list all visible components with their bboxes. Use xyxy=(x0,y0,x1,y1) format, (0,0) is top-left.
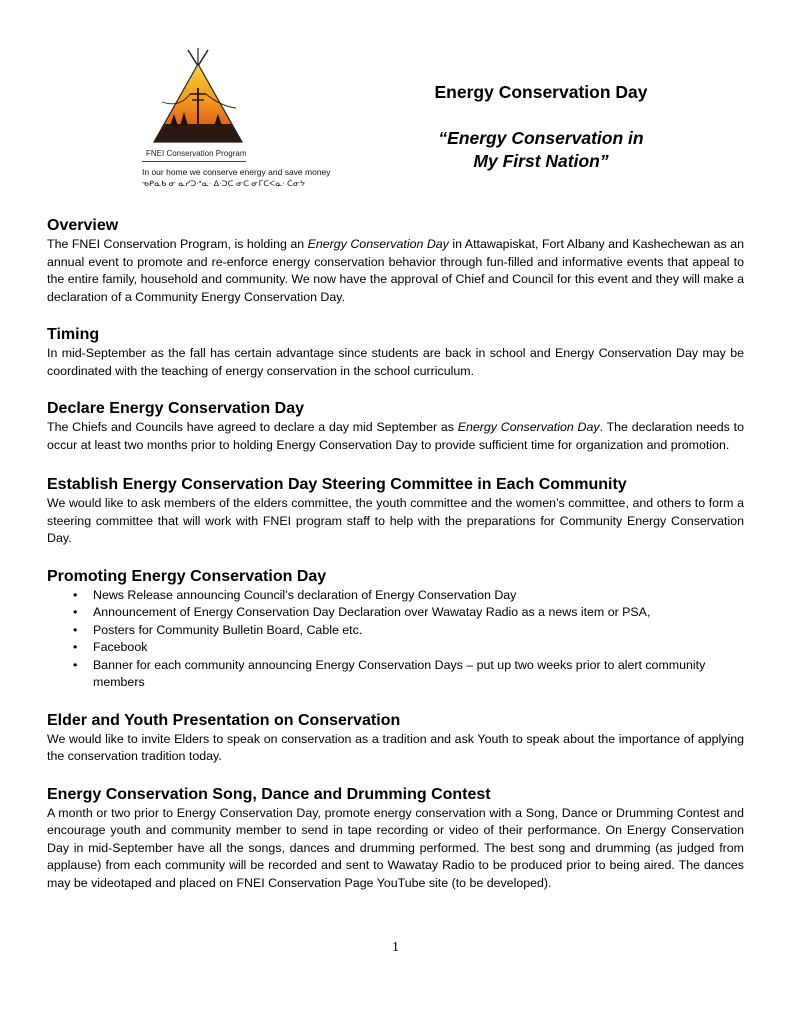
syllabics-slogan: ᓀᑭᓇᑲ ᓂ ᓇᓯᑐᐧᐤᓇᐧ ᐃᐧᑐᑕ ᓂᑕ ᓂᒥᑕᐸᓇᐧ ᑖᓂᔭ xyxy=(142,179,306,188)
logo-divider xyxy=(142,161,246,162)
section-heading: Elder and Youth Presentation on Conservation xyxy=(47,711,401,729)
subtitle-line-2: My First Nation” xyxy=(473,151,609,171)
list-item: • Announcement of Energy Conservation Day Declaration over Wawatay Radio as a news item or PSA, xyxy=(93,604,744,622)
section-text xyxy=(47,419,744,454)
section-heading: Declare Energy Conservation Day xyxy=(47,400,304,417)
document-title: Energy Conservation Day xyxy=(434,82,648,102)
section-text: We would like to invite Elders to speak on conservation as a tradition and ask Youth to speak about the importance of applying the conservation tradition today. xyxy=(47,731,744,763)
section-heading: Establish Energy Conservation Day Steering Committee in Each Community xyxy=(47,476,627,493)
italic-span: Energy Conservation Day xyxy=(457,420,600,434)
section-heading: Energy Conservation Song, Dance and Drumming Contest xyxy=(47,785,491,803)
section-text: In mid-September as the fall has certain advantage since students are back in school and Energy Conservation Day may be coordinated with the teaching of energy conservation in the school curriculum. xyxy=(47,346,744,378)
text-span: The FNEI Conservation Program, is holding an xyxy=(47,237,308,251)
section-heading: Promoting Energy Conservation Day xyxy=(47,567,327,585)
subtitle-line-1: “Energy Conservation in xyxy=(438,128,644,148)
section-overview xyxy=(47,216,744,306)
title-block xyxy=(400,82,682,173)
text-span: The Chiefs and Councils have agreed to declare a day mid September as xyxy=(47,420,458,434)
text-span: in Attawapiskat, Fort Albany and Kashechewan as an annual event to promote and re-enforce energy conservation behavior through fun-filled and informative events that appeal to the entire family, household and community. We now have the approval of Chief and Council for this event and they will make a declaration of a Community Energy Conservation Day. xyxy=(47,237,744,304)
section-steering-committee xyxy=(47,475,744,548)
text-span: . The declaration needs to occur at least two months prior to holding Energy Conservation Day to provide sufficient time for organization and promotion. xyxy=(47,420,744,452)
fnei-logo xyxy=(140,48,330,198)
document-subtitle xyxy=(400,127,682,173)
teepee-icon xyxy=(140,48,250,148)
list-item: • Banner for each community announcing Energy Conservation Days – put up two weeks prior to alert community members xyxy=(93,657,744,692)
section-text: We would like to ask members of the elders committee, the youth committee and the women’s committee, and others to form a steering committee that will work with FNEI program staff to help with the preparations for Community Energy Conservation Day. xyxy=(47,496,744,545)
section-song-contest xyxy=(47,785,744,893)
list-item: • Facebook xyxy=(93,639,744,657)
section-heading: Timing xyxy=(47,326,100,343)
section-text: A month or two prior to Energy Conservation Day, promote energy conservation with a Song, Dance or Drumming Contest and encourage youth and community member to send in tape recording or video of their performance. On Energy Conservation Day in mid-September have all the songs, dances and drumming performed. The best song and drumming (as judged from applause) from each community will be recorded and sent to Wawatay Radio to be produced prior to being aired. The dances may be videotaped and placed on FNEI Conservation Page YouTube site (to be developed). xyxy=(47,805,744,890)
document-body xyxy=(47,216,744,892)
page-number: 1 xyxy=(392,940,399,955)
section-heading: Overview xyxy=(47,217,119,234)
list-item: • Posters for Community Bulletin Board, Cable etc. xyxy=(93,622,744,640)
section-text xyxy=(47,236,744,306)
program-slogan: In our home we conserve energy and save money xyxy=(142,167,331,177)
section-elder-youth xyxy=(47,711,744,766)
section-promoting xyxy=(47,567,744,692)
promotion-list xyxy=(47,587,744,692)
program-name: FNEI Conservation Program xyxy=(146,149,247,158)
list-item: • News Release announcing Council’s declaration of Energy Conservation Day xyxy=(93,587,744,605)
section-timing xyxy=(47,325,744,380)
italic-span: Energy Conservation Day xyxy=(307,237,449,251)
section-declare xyxy=(47,399,744,454)
